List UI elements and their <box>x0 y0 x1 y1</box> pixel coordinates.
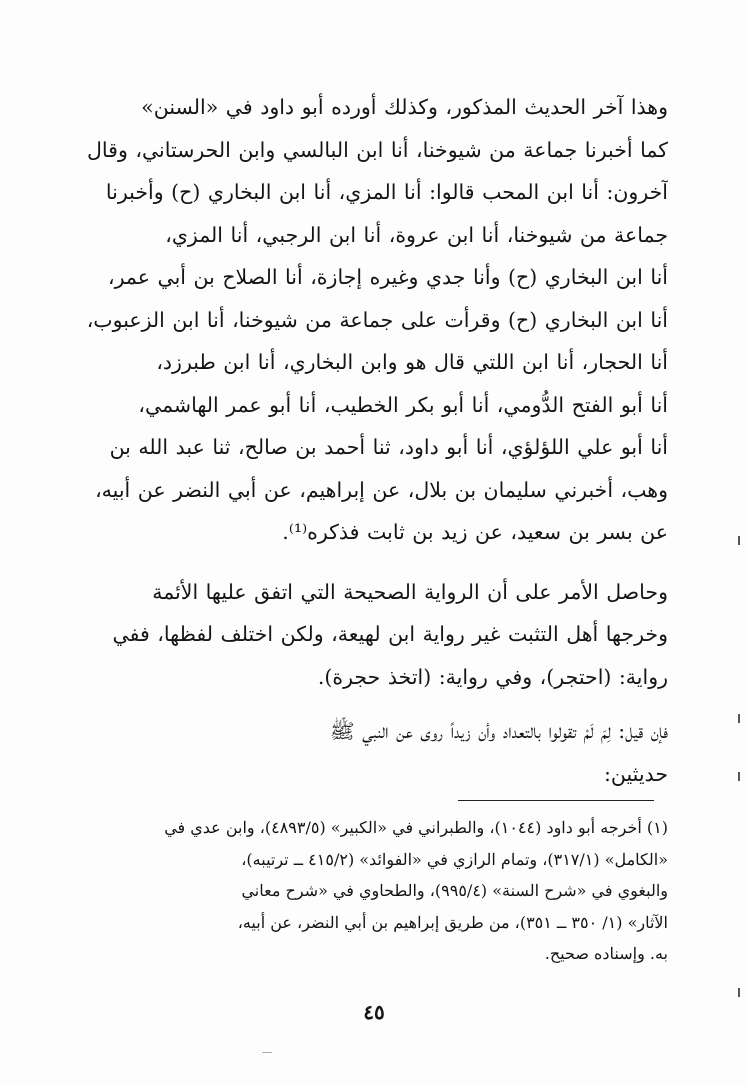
text-line: حديثين: <box>603 761 668 786</box>
margin-mark <box>738 536 740 545</box>
text-line: وهذا آخر الحديث المذكور، وكذلك أورده أبو داود في «السنن» <box>141 95 668 119</box>
text-line: جماعة من شيوخنا، أنا ابن عروة، أنا ابن الرجبي، أنا المزي، <box>165 222 668 247</box>
margin-mark <box>738 772 740 781</box>
text-line: أنا أبو علي اللؤلؤي، أنا أبو داود، ثنا أحمد بن صالح، ثنا عبد الله بن <box>109 435 668 459</box>
footnote-line: الآثار» (١/ ٣٥٠ ــ ٣٥١)، من طريق إبراهيم بن أبي النضر، عن أبيه، <box>237 912 668 932</box>
footnote-line: به. وإسناده صحيح. <box>544 944 668 963</box>
margin-mark <box>738 714 740 723</box>
text-line: أنا الحجار، أنا ابن اللتي قال هو وابن البخاري، أنا ابن طبرزد، <box>156 350 668 374</box>
text-line: وهب، أخبرني سليمان بن بلال، عن إبراهيم، عن أبي النضر عن أبيه، <box>95 477 668 502</box>
footnotes <box>80 812 668 970</box>
footnote-line: (١) أخرجه أبو داود (١٠٤٤)، والطبراني في «الكبير» (٤٨٩٣/٥)، وابن عدي في <box>164 818 668 837</box>
text-line: فإن قيل: لِمَ لَمْ تقولوا بالتعداد وأن زيداً روى عن النبي ﷺ <box>329 719 668 743</box>
page-number: ٤٥ <box>363 1000 385 1024</box>
scan-artifact <box>262 1052 272 1053</box>
text-line: عن بسر بن سعيد، عن زيد بن ثابت فذكره⁽¹⁾. <box>282 520 668 544</box>
footnote-divider <box>458 800 654 801</box>
paragraph-question <box>80 710 668 795</box>
paragraph-hadith-chain <box>80 86 668 554</box>
text-line: أنا ابن البخاري (ح) وقرأت على جماعة من شيوخنا، أنا ابن الزعبوب، <box>86 307 668 332</box>
text-line: وخرجها أهل التثبت غير رواية ابن لهيعة، ولكن اختلف لفظها، ففي <box>112 622 668 646</box>
text-line: رواية: (احتجر)، وفي رواية: (اتخذ حجرة). <box>317 664 668 689</box>
text-line: أنا أبو الفتح الدُّومي، أنا أبو بكر الخطيب، أنا أبو عمر الهاشمي، <box>138 392 668 417</box>
main-text <box>80 86 668 795</box>
text-line: آخرون: أنا ابن المحب قالوا: أنا المزي، أنا ابن البخاري (ح) وأخبرنا <box>105 180 668 204</box>
footnote-line: «الكامل» (٣١٧/١)، وتمام الرازي في «الفوائد» (٤١٥/٢ ــ ترتيبه)، <box>241 849 668 869</box>
text-line: أنا ابن البخاري (ح) وأنا جدي وغيره إجازة، أنا الصلاح بن أبي عمر، <box>107 265 668 289</box>
margin-mark <box>738 988 740 997</box>
footnote-line: والبغوي في «شرح السنة» (٩٩٥/٤)، والطحاوي في «شرح معاني <box>241 881 668 900</box>
text-line: كما أخبرنا جماعة من شيوخنا، أنا ابن البالسي وابن الحرستاني، وقال <box>87 137 668 162</box>
paragraph-summary <box>80 571 668 699</box>
text-line: وحاصل الأمر على أن الرواية الصحيحة التي اتفق عليها الأئمة <box>152 579 668 604</box>
